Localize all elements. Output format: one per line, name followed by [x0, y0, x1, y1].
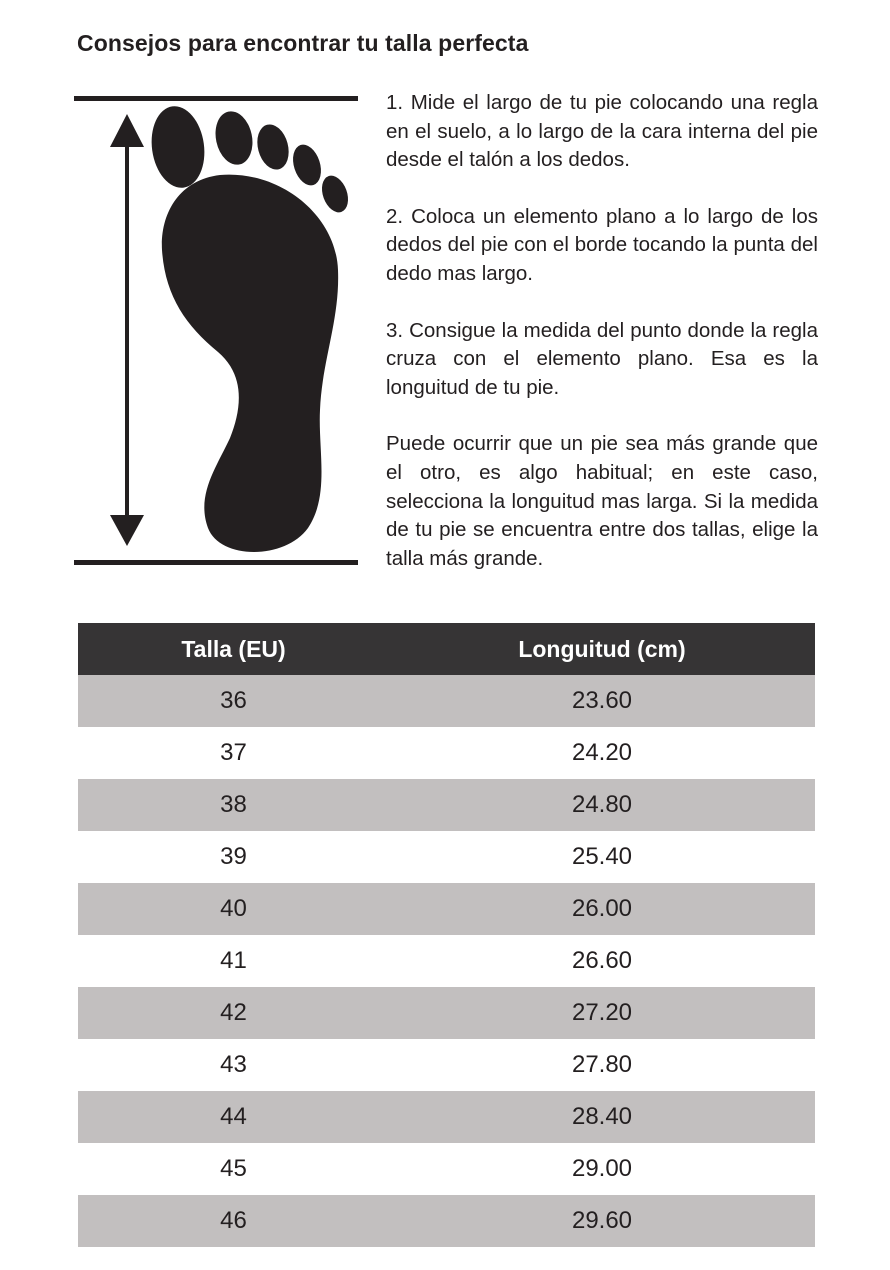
- table-row: [78, 675, 815, 727]
- length-cell: 28.40: [389, 1091, 815, 1143]
- size-cell: 39: [78, 831, 389, 883]
- sole-icon: [162, 175, 338, 552]
- instruction-step-3: 3. Consigue la medida del punto donde la regla cruza con el elemento plano. Esa es la longuitud de tu pie.: [386, 318, 818, 399]
- instruction-step-1: 1. Mide el largo de tu pie colocando una regla en el suelo, a lo largo de la cara interna del pie desde el talón a los dedos.: [386, 91, 818, 172]
- instruction-note: Puede ocurrir que un pie sea más grande que el otro, es algo habitual; en este caso, selecciona la longuitud mas larga. Si la medida de tu pie se encuentra entre dos tallas, elige la talla más grande.: [386, 432, 818, 570]
- size-cell: 45: [78, 1143, 389, 1195]
- size-table: [78, 623, 815, 1247]
- table-row: [78, 1039, 815, 1091]
- page-title: Consejos para encontrar tu talla perfecta: [77, 30, 529, 56]
- table-row: [78, 935, 815, 987]
- length-cell: 29.60: [389, 1195, 815, 1247]
- length-cell: 24.20: [389, 727, 815, 779]
- length-cell: 26.00: [389, 883, 815, 935]
- table-header-row: [78, 623, 815, 675]
- table-row: [78, 987, 815, 1039]
- table-row: [78, 883, 815, 935]
- size-cell: 41: [78, 935, 389, 987]
- header-size: Talla (EU): [78, 623, 389, 675]
- table-row: [78, 727, 815, 779]
- length-cell: 27.20: [389, 987, 815, 1039]
- length-cell: 26.60: [389, 935, 815, 987]
- footprint-measure-icon: [70, 90, 365, 570]
- instructions: [386, 89, 818, 601]
- size-cell: 44: [78, 1091, 389, 1143]
- table-row: [78, 1195, 815, 1247]
- length-cell: 23.60: [389, 675, 815, 727]
- instruction-step-2: 2. Coloca un elemento plano a lo largo de los dedos del pie con el borde tocando la punta del dedo mas largo.: [386, 204, 818, 285]
- table-row: [78, 1143, 815, 1195]
- size-cell: 42: [78, 987, 389, 1039]
- table-row: [78, 1091, 815, 1143]
- bottom-line: [74, 560, 358, 565]
- size-cell: 40: [78, 883, 389, 935]
- size-cell: 43: [78, 1039, 389, 1091]
- table-row: [78, 831, 815, 883]
- length-cell: 24.80: [389, 779, 815, 831]
- length-cell: 29.00: [389, 1143, 815, 1195]
- measure-arrow-icon: [110, 114, 144, 546]
- length-cell: 25.40: [389, 831, 815, 883]
- size-cell: 38: [78, 779, 389, 831]
- header-length: Longuitud (cm): [389, 623, 815, 675]
- top-line: [74, 96, 358, 101]
- size-cell: 46: [78, 1195, 389, 1247]
- size-cell: 37: [78, 727, 389, 779]
- table-row: [78, 779, 815, 831]
- size-cell: 36: [78, 675, 389, 727]
- length-cell: 27.80: [389, 1039, 815, 1091]
